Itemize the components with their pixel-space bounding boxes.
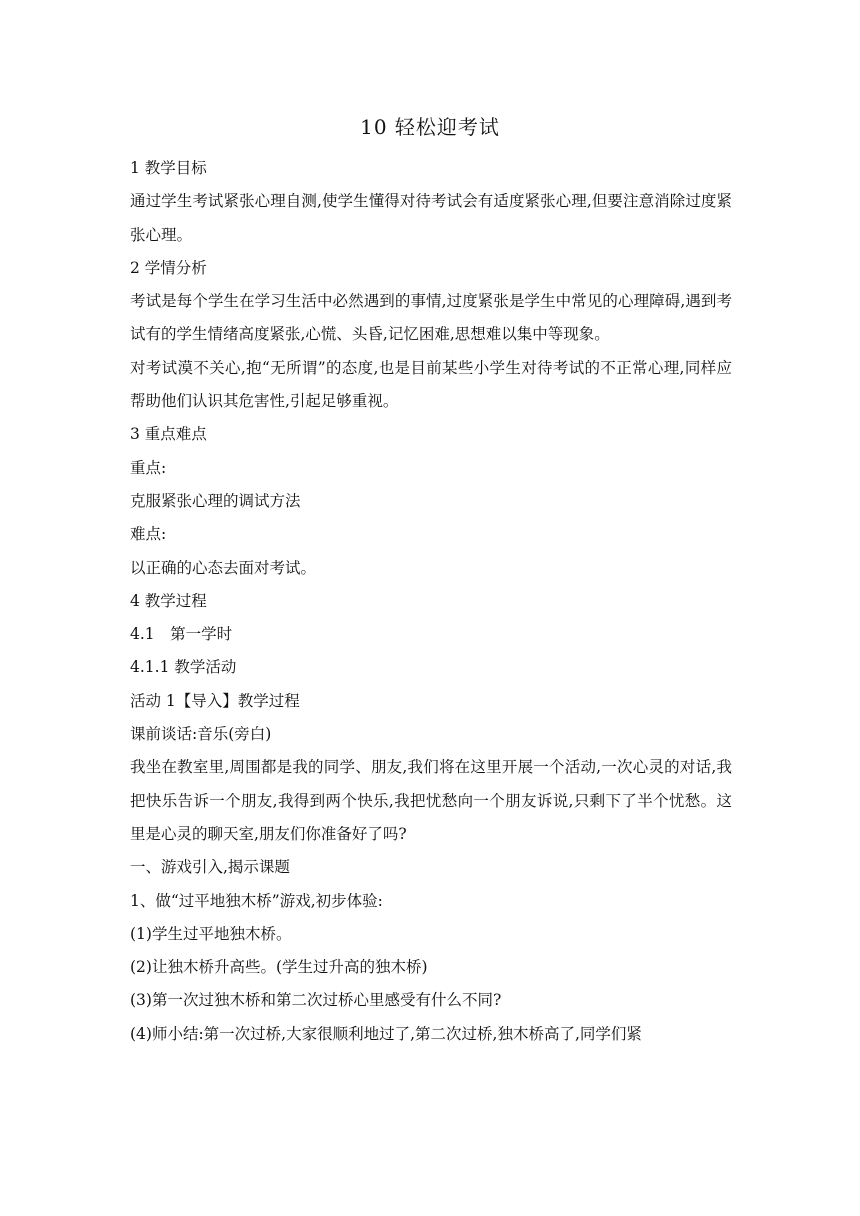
heading-teaching-activity: 4.1.1 教学活动: [130, 658, 237, 677]
label-difficulty: 难点:: [130, 525, 167, 544]
heading-teaching-process: 4 教学过程: [130, 591, 207, 610]
heading-game-intro: 一、游戏引入,揭示课题: [130, 858, 290, 877]
list-item-step-2: (2)让独木桥升高些。(学生过升高的独木桥): [130, 958, 428, 977]
list-item-step-3: (3)第一次过独木桥和第二次过桥心里感受有什么不同?: [130, 991, 502, 1010]
heading-activity-1: 活动 1【导入】教学过程: [130, 691, 300, 710]
paragraph-pre-class-talk: 课前谈话:音乐(旁白): [130, 725, 272, 744]
heading-key-difficulties: 3 重点难点: [130, 425, 207, 444]
list-item-step-4: (4)师小结:第一次过桥,大家很顺利地过了,第二次过桥,独木桥高了,同学们紧: [130, 1024, 642, 1043]
document-title: 10 轻松迎考试: [360, 115, 500, 139]
paragraph-difficulty: 以正确的心态去面对考试。: [130, 558, 317, 577]
label-key-point: 重点:: [130, 458, 167, 477]
list-item-step-1: (1)学生过平地独木桥。: [130, 924, 292, 943]
heading-teaching-goals: 1 教学目标: [130, 159, 207, 177]
heading-student-analysis: 2 学情分析: [130, 258, 207, 277]
paragraph-narration: 我坐在教室里,周围都是我的同学、朋友,我们将在这里开展一个活动,一次心灵的对话,我把快乐告诉一个朋友,我得到两个快乐,我把忧愁向一个朋友诉说,只剩下了半个忧愁。这里是心灵的聊天室,朋友们你准备好了吗?: [130, 758, 732, 843]
paragraph-student-analysis-1: 考试是每个学生在学习生活中必然遇到的事情,过度紧张是学生中常见的心理障碍,遇到考试有的学生情绪高度紧张,心慌、头昏,记忆困难,思想难以集中等现象。: [130, 292, 732, 344]
heading-first-lesson: 4.1 第一学时: [130, 625, 233, 644]
document-body: [130, 152, 732, 1051]
paragraph-student-analysis-2: 对考试漠不关心,抱“无所谓”的态度,也是目前某些小学生对待考试的不正常心理,同样应帮助他们认识其危害性,引起足够重视。: [130, 358, 732, 411]
paragraph-teaching-goals: 通过学生考试紧张心理自测,使学生懂得对待考试会有适度紧张心理,但要注意消除过度紧张心理。: [130, 192, 732, 244]
list-item-game: 1、做“过平地独木桥”游戏,初步体验:: [130, 891, 383, 910]
paragraph-key-point: 克服紧张心理的调试方法: [130, 491, 301, 510]
